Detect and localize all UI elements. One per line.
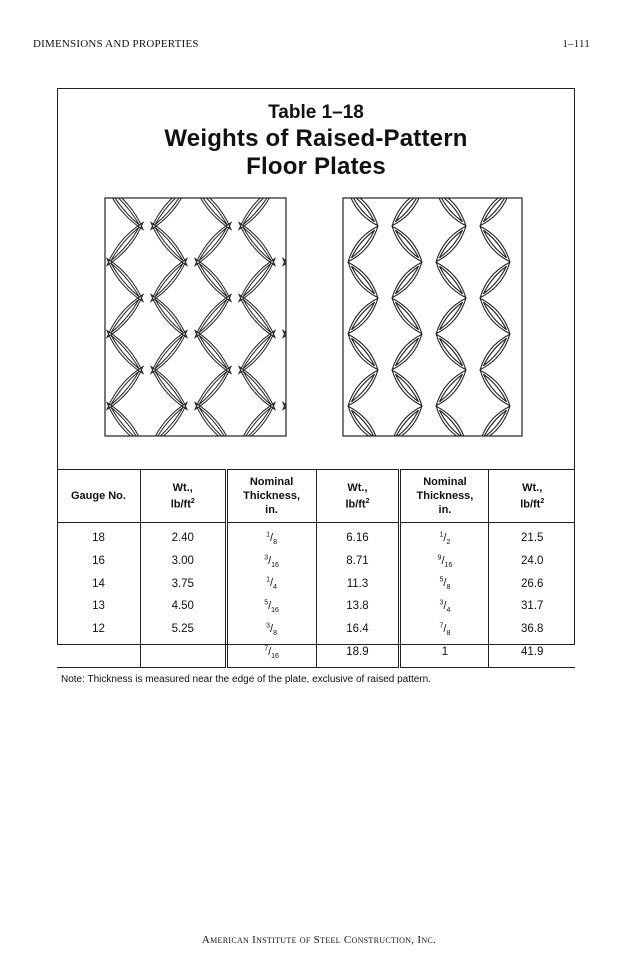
cell-gauge-weight: 3.00 [140, 550, 226, 573]
right-plate-lens-27 [564, 259, 574, 301]
right-plate-lens-10 [432, 195, 469, 229]
cell-thickness-a: $^3/_{16}$ [226, 550, 316, 573]
right-plate-lens-29 [344, 295, 381, 337]
right-plate-lens-31 [432, 295, 469, 337]
cell-thickness-b: $^3/_4$ [400, 596, 489, 619]
cell-thickness-a: $^1/_8$ [226, 523, 316, 550]
right-plate-lens-36 [344, 331, 381, 373]
left-plate-lens-21 [60, 256, 103, 305]
page-footer [0, 934, 638, 946]
cell-thickness-b: $^1/_2$ [400, 523, 489, 550]
right-plate-lens-41 [564, 331, 574, 373]
right-plate-lens-55 [564, 403, 574, 441]
left-plate-lens-3 [192, 195, 235, 196]
table-title-line-2: Floor Plates [246, 153, 386, 180]
left-plate-lens-7 [60, 195, 103, 232]
cell-gauge-weight [140, 641, 226, 667]
right-plate-lens-16 [388, 223, 425, 265]
cell-thickness-b: 1 [400, 641, 489, 667]
cell-thickness-a: $^5/_{16}$ [226, 596, 316, 619]
table-row [57, 596, 575, 619]
publisher-name: American Institute of Steel Construction, Inc. [201, 934, 437, 946]
left-plate-lens-1 [104, 195, 147, 196]
cell-thickness-a-weight: 11.3 [316, 573, 400, 596]
cell-thickness-b-weight: 31.7 [489, 596, 575, 619]
left-plate-lens-2 [148, 195, 191, 196]
right-plate-lens-19 [520, 223, 557, 265]
right-plate-lens-54 [520, 403, 557, 441]
right-plate-lens-14 [300, 223, 337, 265]
right-plate-lens-21 [300, 259, 337, 301]
right-plate-lens-40 [520, 331, 557, 373]
left-plate-lens-5 [280, 195, 323, 196]
right-plate-lens-15 [344, 223, 381, 265]
right-plate-lens-17 [432, 223, 469, 265]
right-plate-lens-22 [344, 259, 381, 301]
cell-gauge: 18 [92, 531, 105, 544]
right-plate-lens-50 [344, 403, 381, 441]
right-plate-lens-25 [476, 259, 513, 301]
header-nominal-thickness-2: Nominal Thickness, in. [400, 470, 489, 523]
floor-plate-weights-table [57, 469, 575, 691]
table-row [57, 523, 575, 550]
right-plate-lens-9 [388, 195, 425, 229]
right-plate-lens-45 [432, 367, 469, 409]
right-plate-lens-61 [520, 439, 557, 441]
cell-gauge: 12 [92, 623, 105, 636]
header-wt-2: Wt., $lb/ft^2$ [316, 470, 400, 523]
right-plate-lens-26 [520, 259, 557, 301]
left-plate-lens-8 [104, 195, 147, 232]
cell-gauge-weight: 3.75 [140, 573, 226, 596]
cell-gauge-weight: 2.40 [140, 523, 226, 550]
cell-thickness-a-weight: 18.9 [316, 641, 400, 667]
cell-thickness-b: $^7/_8$ [400, 618, 489, 641]
left-plate-lens-13 [324, 195, 367, 232]
header-wt-3: Wt., $lb/ft^2$ [489, 470, 575, 523]
page-number: 1–111 [562, 38, 590, 50]
right-plate-lens-53 [476, 403, 513, 441]
left-plate-lens-28 [60, 292, 103, 341]
right-plate-lens-46 [476, 367, 513, 409]
right-plate-lens-47 [520, 367, 557, 409]
right-plate-lens-18 [476, 223, 513, 265]
right-plate-lens-49 [300, 403, 337, 441]
cell-thickness-a: $^1/_4$ [226, 573, 316, 596]
cell-thickness-a: $^3/_8$ [226, 618, 316, 641]
table-row [57, 641, 575, 667]
left-plate-lens-9 [148, 195, 191, 232]
cell-gauge: 16 [92, 554, 105, 567]
right-plate-lens-37 [388, 331, 425, 373]
cell-gauge: 13 [92, 600, 105, 613]
left-plate-lens-51 [148, 400, 191, 441]
right-plate-lens-44 [388, 367, 425, 409]
right-plate-lens-57 [344, 439, 381, 441]
right-plate-lens-48 [564, 367, 574, 409]
table-number: Table 1–18 [268, 102, 364, 123]
right-plate-lens-24 [432, 259, 469, 301]
table-title-line-1: Weights of Raised-Pattern [164, 125, 468, 152]
right-plate-lens-35 [300, 331, 337, 373]
cell-thickness-a-weight: 6.16 [316, 523, 400, 550]
left-plate-lens-55 [324, 400, 367, 441]
left-plate-lens-10 [192, 195, 235, 232]
cell-thickness-a-weight: 16.4 [316, 618, 400, 641]
right-plate-lens-60 [476, 439, 513, 441]
cell-thickness-a-weight: 13.8 [316, 596, 400, 619]
right-plate-lens-13 [564, 195, 574, 229]
right-plate-lens-11 [476, 195, 513, 229]
right-plate-lens-43 [344, 367, 381, 409]
right-plate-lens-52 [432, 403, 469, 441]
right-plate-lens-51 [388, 403, 425, 441]
left-plate-lens-35 [60, 328, 103, 377]
table-note: Note: Thickness is measured near the edge of the plate, exclusive of raised pattern. [57, 668, 575, 692]
cell-thickness-b: $^5/_8$ [400, 573, 489, 596]
cell-thickness-b: $^9/_{16}$ [400, 550, 489, 573]
left-plate-lens-11 [236, 195, 279, 232]
right-plate-lens-8 [344, 195, 381, 229]
table-row [57, 618, 575, 641]
right-plate-lens-12 [520, 195, 557, 229]
cell-gauge-weight: 5.25 [140, 618, 226, 641]
cell-thickness-b-weight: 21.5 [489, 523, 575, 550]
right-plate-lens-59 [432, 439, 469, 441]
left-plate-lens-6 [324, 195, 367, 196]
right-plate-lens-34 [564, 295, 574, 337]
cell-thickness-a: $^7/_{16}$ [226, 641, 316, 667]
cell-thickness-b-weight: 26.6 [489, 573, 575, 596]
right-plate-lens-28 [300, 295, 337, 337]
header-nominal-thickness-1: Nominal Thickness, in. [226, 470, 316, 523]
right-plate-lens-20 [564, 223, 574, 265]
left-plate-lens-4 [236, 195, 279, 196]
right-plate-lens-58 [388, 439, 425, 441]
cell-gauge [57, 641, 140, 667]
right-plate-lens-38 [432, 331, 469, 373]
cell-gauge-weight: 4.50 [140, 596, 226, 619]
right-plate-lens-39 [476, 331, 513, 373]
table-frame [57, 88, 575, 686]
section-heading: DIMENSIONS AND PROPERTIES [33, 38, 199, 50]
left-plate-lens-14 [60, 220, 103, 269]
right-plate-lens-56 [300, 439, 337, 441]
cell-thickness-a-weight: 8.71 [316, 550, 400, 573]
cell-gauge: 14 [92, 577, 105, 590]
cell-thickness-b-weight: 41.9 [489, 641, 575, 667]
table-header-row [57, 470, 575, 523]
left-plate-lens-0 [60, 195, 103, 196]
table-note-row [57, 668, 575, 692]
left-plate-lens-52 [192, 400, 235, 441]
header-wt-1: Wt., $lb/ft^2$ [140, 470, 226, 523]
right-plate-lens-33 [520, 295, 557, 337]
right-plate-lens-32 [476, 295, 513, 337]
cell-thickness-b-weight: 24.0 [489, 550, 575, 573]
table-titles [58, 101, 574, 181]
right-plate-lens-62 [564, 439, 574, 441]
left-plate-lens-53 [236, 400, 279, 441]
table-row [57, 573, 575, 596]
left-plate-lens-42 [60, 364, 103, 413]
left-plate-lens-49 [60, 400, 103, 441]
running-header [33, 38, 590, 54]
right-plate-lens-23 [388, 259, 425, 301]
right-plate-lens-42 [300, 367, 337, 409]
left-plate-lens-56 [60, 436, 103, 441]
cell-thickness-b-weight: 36.8 [489, 618, 575, 641]
right-plate-lens-7 [300, 195, 337, 229]
right-plate-lens-30 [388, 295, 425, 337]
header-gauge-no: Gauge No. [57, 470, 140, 523]
table-row [57, 550, 575, 573]
floor-plate-pattern-illustrations [58, 195, 574, 441]
left-plate-lens-50 [104, 400, 147, 441]
